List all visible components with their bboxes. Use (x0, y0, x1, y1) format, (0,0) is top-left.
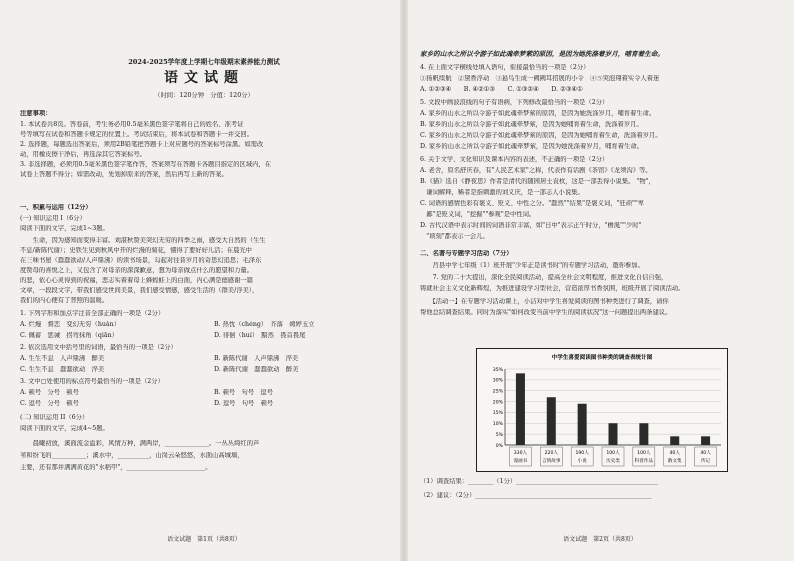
subsection-title: (一) 知识运用 I（6分） (20, 215, 86, 222)
passage-line: 我们的内心便有了普照的温暖。 (20, 297, 109, 304)
q1-option-b: B. 热忱（chéng） 芥落 娉婷玉立 (214, 321, 315, 328)
subsection-intro: 阅读下面的文字，完成4~5题。 (20, 425, 109, 432)
category-count: 220人 (544, 451, 558, 456)
section-title: 一、积累与运用（12分） (20, 204, 92, 211)
q6-option-c-cont: 鄙"是贬义词，"挖掘""参观"是中性词。 (420, 211, 536, 218)
passage-line: 文章，一段段文字，带我们感受世间美景，我们感受情感，感受生活的（群美/浮美）， (20, 287, 259, 294)
q3-option-c: C. 逗号 分号 顿号 (20, 400, 79, 407)
page-gutter (400, 0, 408, 561)
reading-survey-chart (476, 348, 728, 472)
note-line: 动，用橡皮擦干净后，再选涂其它答案标号。 (20, 151, 146, 158)
bar (670, 436, 679, 445)
bar (701, 436, 710, 445)
note-line: 3. 非选择题，必须用0.5毫米黑色签字笔作答，答案须写在答题卡各题目指定的区域内，在 (20, 161, 272, 168)
bar (578, 404, 587, 445)
q6-option-c: C. 词语的感情色彩有褒义、贬义、中性之分。"蠢然""结果"是褒义词，"狂顽""卑 (420, 200, 645, 207)
q4-options: A. ①②③④ B. ④②①③ C. ①③②④ D. ②③④① (420, 86, 583, 93)
chart-title: 中学生喜爱阅读图书种类的调查表统计图 (551, 355, 653, 361)
passage-line: 的悲，依心心灵得到的祝福，悲志实着着母上蜂蝗蛙上的白面，内心满是德感谢一篇 (20, 277, 253, 284)
q4-items: ①扬帆续航 ②黛香浮动 ③悬鸟生成一阙阙耳招展的小令 ④⑤突泡翔着实令人着迷 (420, 75, 660, 82)
category-count: 40人 (700, 451, 711, 456)
question-5: 5. 文段中画波浪线的句子有语病，下列修改最恰当的一项是（2分） (420, 99, 609, 106)
question-6: 6. 关于文学、文化知识及课本内容的表述，不正确的一项是（2分） (420, 156, 609, 163)
q1-option-a: A. 烂熳 督恋 变幻无穷（huàn） (20, 321, 121, 328)
q5-option-b: B. 家乡的山水之所以令游子如此魂牵梦萦，是因为她哺育着生命，洗涤着岁月。 (420, 121, 643, 128)
category-label: 小说 (577, 459, 587, 464)
category-label: 传记 (700, 459, 711, 464)
handwritten-sentence: 家乡的山水之所以令游子如此魂牵梦萦的原因，是因为她洗涤着岁月，哺育着生命。 (420, 50, 664, 58)
q6-option-b: B.《猫》选自《静夜思》作者是清代的随园居士袁枚，这是一部丢得小说集。 "物"， (420, 178, 655, 185)
q2-option-d: D. 新陈代谢 蠢蠢欲动 醉美 (214, 366, 299, 373)
y-tick-label: 10% (492, 422, 503, 428)
category-count: 40人 (669, 451, 680, 456)
q2-option-a: A. 生生不息 人声鼎沸 醉美 (20, 355, 105, 362)
question-4: 4. 在上面文字横线处填入语句，衔接最恰当的一项是（2分） (420, 64, 590, 71)
q6-option-a: A. 老舍，原名舒庆春，有"人民艺术家"之称，代表作有话剧《茶馆》《龙须沟》等。 (420, 167, 652, 174)
category-count: 100人 (606, 451, 620, 456)
q6-option-d-cont: "顷刻"都表示一会儿。 (420, 233, 489, 240)
q3-option-b: B. 顿号 句号 逗号 (214, 389, 274, 396)
page-footer: 语文试题 第2页（共8页） (563, 536, 637, 543)
y-tick-label: 20% (492, 400, 503, 406)
bar (639, 423, 648, 445)
passage-line: 晨曦初放，溪面流金溢彩，风情万种，满两岸，______________。一丛丛绮红的芦 (20, 440, 260, 447)
exam-title: 语文试题 (164, 70, 244, 86)
category-label: 科普作品 (634, 459, 654, 464)
question-7: 7. 党的二十大提出，深化全民阅读活动，提高全社会文明程度，推进文化自信自强， (420, 274, 668, 281)
q1-option-c: C. 佩蓄 惩诫 拐弯抹角（qiān） (20, 332, 119, 339)
y-tick-label: 0% (495, 443, 503, 449)
bar (547, 397, 556, 445)
activity-1-cont: 帮他总结调查结果。同时为落实"如何改变当前中学生的阅读状况"这一问题提出两条建议。 (420, 309, 672, 316)
y-tick-label: 35% (492, 367, 503, 373)
question-1: 1. 下列字形和加点字注音全部正确的一项是（2分） (20, 310, 165, 317)
exam-header: 2024-2025学年度上学期七年级期末素养能力测试 (128, 58, 280, 66)
category-label: 言情故事 (542, 459, 561, 464)
q3-option-a: A. 顿号 分号 顿号 (20, 389, 79, 396)
y-tick-label: 5% (495, 432, 503, 438)
section2-intro: 莒县中学七年级（1）班开展"少年正是读书时"的专题学习活动，邀你参加。 (420, 262, 644, 269)
category-count: 190人 (575, 451, 589, 456)
q5-option-a: A. 家乡的山水之所以令游子如此魂牵梦萦的原因，是因为她洗涤岁月，哺育着生命。 (420, 110, 656, 117)
question-3: 3. 文中▢处使用的标点符号最恰当的一项是（2分） (20, 378, 164, 385)
subsection-title: (二) 知识运用 II（6分） (20, 414, 89, 421)
question-7-cont: 铸就社会主义文化新辉煌，为推进建设学习型社会，营造浓厚书香氛围，班级开展了阅读活动。 (420, 285, 685, 292)
passage-line: 不息/新陈代谢）；史铁生见到秋风中开的烂漫的菊花，懂得了要好好儿活；在晨光中 (20, 247, 252, 254)
note-line: 试卷上答题不得分；如需改动，先划掉原来的答案，然后再写上新的答案。 (20, 171, 228, 178)
bar (609, 423, 618, 445)
q5-option-c: C. 家乡的山水之所以令游子如此魂牵梦萦的原因，是因为她哺育着生命，洗涤着岁月。 (420, 132, 662, 139)
q6-option-d: D. 古代汉语中表示时间的词语非常丰富，如"日中"表示正午时分，"檐涎""少时" (420, 222, 642, 229)
subsection-intro: 阅读下面的文字，完成1~3题。 (20, 225, 109, 232)
y-tick-label: 15% (492, 411, 503, 417)
q1-option-d: D. 徘徊（huí） 黯然 畏首畏尾 (214, 332, 306, 339)
q2-option-c: C. 生生不息 蠢蠢欲动 淬美 (20, 366, 105, 373)
answer-line-result: （1）调查结果：________（1分）_____________________________________________ (420, 478, 658, 485)
y-tick-label: 30% (492, 378, 503, 384)
page-footer: 语文试题 第1页（共8页） (167, 536, 241, 543)
notes-title: 注意事项： (20, 110, 52, 117)
answer-line-suggestion: （2）建议：（2分）________________________________________________________ (420, 492, 652, 499)
q5-option-d: D. 家乡的山水之所以令游子如此魂牵梦萦，是因为她洗涤着岁月，哺育着生命。 (420, 143, 643, 150)
y-tick-label: 25% (492, 389, 503, 395)
q6-option-b-cont: 谦词解释，稀者是指刺激的刘义庆，是一部志人小说集。 (420, 189, 584, 196)
bar (516, 373, 525, 445)
passage-line: 生命，因为感知而变得丰富。刘湛秋赞美突幻无穷的四季之雨，感受大自然的（生生 (20, 237, 266, 244)
q2-option-b: B. 新陈代谢 人声鼎沸 淬美 (214, 355, 299, 362)
note-line: 2. 选择题，每题选出答案后，须用2B铅笔把答题卡上对应题号的答案标号涂黑。如需改 (20, 141, 264, 148)
q3-option-d: D. 逗号 句号 顿号 (214, 400, 274, 407)
note-line: 1. 本试卷共8页。答卷前，考生务必用0.5毫米黑色签字笔将自己的姓名、准考证 (20, 121, 244, 128)
passage-line: 度赞母的喜悦之上，又包含了对母亲的深深歉意，想为母亲做点什么的愿望和力量。 (20, 267, 253, 274)
category-count: 100人 (637, 451, 651, 456)
category-label: 历史类 (606, 459, 620, 464)
passage-line: 苇和纷飞的___________；溪水中，__________，山岗云朵悠悠，水面山高城墙， (20, 452, 244, 459)
activity-1: 【活动一】在专题学习活动课上，小洁对中学生喜爱阅读的图书种类进行了调查，请你 (420, 298, 669, 305)
category-count: 330人 (513, 451, 528, 456)
right-page (414, 0, 786, 561)
passage-line: 在三味书屋（蠢蠢欲动/人声鼎沸）的读书场景，勾起对往昔岁月的奇思幻追思；毛泽东 (20, 257, 262, 264)
chart-svg (477, 349, 727, 471)
note-line: 号等填写在试卷和答题卡规定的位置上。考试结束后，将本试卷和答题卡一并交回。 (20, 131, 253, 138)
passage-line: 主要，还有那井满满黄花的"水稻甲"，_________________________。 (20, 464, 212, 471)
category-label: 散文集 (667, 459, 682, 464)
section-title: 二、名著与专题学习活动（7分） (420, 250, 513, 257)
question-2: 2. 依次选用文中括号里的词语，最恰当的一项是（2分） (20, 344, 177, 351)
left-page (14, 0, 394, 561)
category-label: 漫画书 (513, 459, 528, 464)
time-score: （时间：120分钟 分值：120分） (154, 92, 254, 99)
